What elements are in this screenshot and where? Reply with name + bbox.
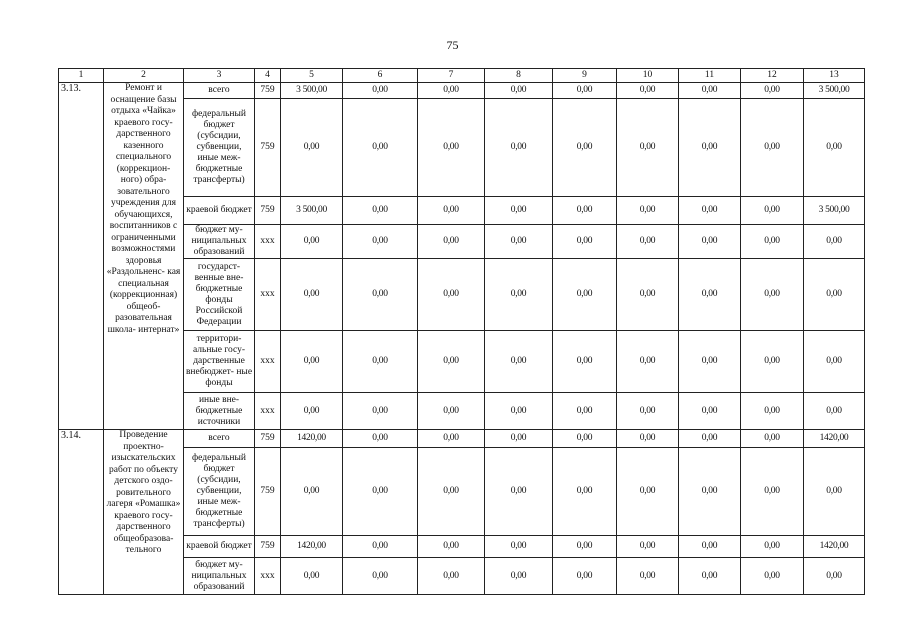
value-cell: 0,00 [553, 259, 617, 331]
value-cell: 0,00 [679, 225, 741, 259]
value-cell: 0,00 [679, 393, 741, 430]
value-cell: 0,00 [553, 83, 617, 99]
value-cell: 0,00 [679, 558, 741, 595]
item-name: Проведение проектно- изыскательских работ по объекту детского оздо- ровительного лагеря «Ромашка» краевого госу- дарственного общеобразова- тельного [104, 430, 184, 595]
funding-source: бюджет му- ниципальных образований [184, 225, 255, 259]
value-cell: 0,00 [485, 197, 553, 225]
value-cell: 0,00 [617, 448, 679, 536]
value-cell: 0,00 [485, 393, 553, 430]
value-cell: 0,00 [679, 259, 741, 331]
value-cell: 0,00 [553, 197, 617, 225]
column-header: 10 [617, 69, 679, 83]
value-cell: 0,00 [741, 558, 804, 595]
value-cell: 0,00 [485, 83, 553, 99]
table-row [59, 430, 865, 448]
value-cell: 0,00 [804, 331, 865, 393]
value-cell: 0,00 [741, 83, 804, 99]
column-header: 12 [741, 69, 804, 83]
value-cell: 0,00 [553, 393, 617, 430]
value-cell: 0,00 [679, 83, 741, 99]
value-cell: 0,00 [343, 259, 418, 331]
value-cell: 0,00 [343, 448, 418, 536]
column-header: 9 [553, 69, 617, 83]
value-cell: 0,00 [343, 331, 418, 393]
value-cell: 0,00 [741, 197, 804, 225]
value-cell: 0,00 [617, 197, 679, 225]
value-cell: 0,00 [343, 225, 418, 259]
column-header: 7 [418, 69, 485, 83]
value-cell: 0,00 [418, 99, 485, 197]
budget-code: 759 [255, 536, 281, 558]
budget-code: 759 [255, 430, 281, 448]
column-header: 1 [59, 69, 104, 83]
funding-source: государст- венные вне- бюджетные фонды Российской Федерации [184, 259, 255, 331]
value-cell: 1420,00 [804, 536, 865, 558]
column-header: 6 [343, 69, 418, 83]
value-cell: 0,00 [343, 83, 418, 99]
value-cell: 0,00 [281, 558, 343, 595]
funding-source: всего [184, 430, 255, 448]
value-cell: 0,00 [281, 99, 343, 197]
value-cell: 0,00 [281, 225, 343, 259]
column-header: 3 [184, 69, 255, 83]
value-cell: 3 500,00 [281, 197, 343, 225]
value-cell: 0,00 [553, 331, 617, 393]
value-cell: 0,00 [553, 536, 617, 558]
budget-code: 759 [255, 197, 281, 225]
column-header: 5 [281, 69, 343, 83]
budget-code: 759 [255, 83, 281, 99]
budget-code: xxx [255, 259, 281, 331]
value-cell: 0,00 [418, 331, 485, 393]
value-cell: 0,00 [343, 536, 418, 558]
value-cell: 0,00 [281, 448, 343, 536]
value-cell: 0,00 [617, 536, 679, 558]
value-cell: 0,00 [617, 83, 679, 99]
value-cell: 0,00 [485, 99, 553, 197]
value-cell: 0,00 [804, 225, 865, 259]
column-header: 4 [255, 69, 281, 83]
value-cell: 0,00 [617, 393, 679, 430]
funding-source: федеральный бюджет (субсидии, субвенции, иные меж- бюджетные трансферты) [184, 448, 255, 536]
funding-source: федеральный бюджет (субсидии, субвенции, иные меж- бюджетные трансферты) [184, 99, 255, 197]
value-cell: 0,00 [343, 393, 418, 430]
value-cell: 0,00 [617, 558, 679, 595]
funding-source: территори- альные госу- дарственные внебюджет- ные фонды [184, 331, 255, 393]
value-cell: 0,00 [485, 536, 553, 558]
value-cell: 0,00 [343, 430, 418, 448]
budget-code: xxx [255, 225, 281, 259]
value-cell: 0,00 [617, 331, 679, 393]
funding-source: бюджет му- ниципальных образований [184, 558, 255, 595]
value-cell: 0,00 [741, 259, 804, 331]
value-cell: 0,00 [741, 393, 804, 430]
value-cell: 0,00 [804, 99, 865, 197]
funding-source: иные вне- бюджетные источники [184, 393, 255, 430]
value-cell: 0,00 [741, 430, 804, 448]
value-cell: 0,00 [553, 558, 617, 595]
value-cell: 0,00 [617, 99, 679, 197]
value-cell: 0,00 [485, 430, 553, 448]
item-name: Ремонт и оснащение базы отдыха «Чайка» краевого госу- дарственного казенного специального (коррекцион- ного) обра- зовательного учреждения для обучающихся, воспитанников с ограниченными возможностями здоровья «Раздольненс- кая специальная (коррекционная) общеоб- разовательная школа- интернат» [104, 83, 184, 430]
value-cell: 0,00 [485, 331, 553, 393]
value-cell: 0,00 [281, 259, 343, 331]
table-row [59, 83, 865, 99]
value-cell: 0,00 [553, 225, 617, 259]
value-cell: 0,00 [418, 430, 485, 448]
value-cell: 0,00 [485, 225, 553, 259]
value-cell: 0,00 [418, 83, 485, 99]
funding-source: краевой бюджет [184, 197, 255, 225]
value-cell: 0,00 [418, 259, 485, 331]
value-cell: 0,00 [679, 430, 741, 448]
value-cell: 0,00 [741, 225, 804, 259]
budget-code: 759 [255, 448, 281, 536]
value-cell: 0,00 [343, 558, 418, 595]
value-cell: 0,00 [679, 536, 741, 558]
value-cell: 0,00 [679, 99, 741, 197]
value-cell: 0,00 [741, 536, 804, 558]
value-cell: 1420,00 [281, 536, 343, 558]
value-cell: 0,00 [553, 430, 617, 448]
value-cell: 0,00 [804, 558, 865, 595]
value-cell: 1420,00 [281, 430, 343, 448]
value-cell: 0,00 [485, 558, 553, 595]
value-cell: 0,00 [741, 331, 804, 393]
value-cell: 0,00 [418, 197, 485, 225]
column-header: 11 [679, 69, 741, 83]
column-header: 8 [485, 69, 553, 83]
value-cell: 0,00 [617, 430, 679, 448]
value-cell: 0,00 [804, 259, 865, 331]
funding-source: краевой бюджет [184, 536, 255, 558]
value-cell: 0,00 [741, 448, 804, 536]
value-cell: 3 500,00 [804, 197, 865, 225]
value-cell: 0,00 [343, 99, 418, 197]
value-cell: 1420,00 [804, 430, 865, 448]
item-number: 3.13. [59, 83, 104, 430]
budget-code: 759 [255, 99, 281, 197]
value-cell: 0,00 [343, 197, 418, 225]
budget-table [58, 68, 865, 595]
value-cell: 0,00 [553, 448, 617, 536]
value-cell: 0,00 [418, 393, 485, 430]
budget-code: xxx [255, 331, 281, 393]
budget-code: xxx [255, 558, 281, 595]
value-cell: 0,00 [679, 331, 741, 393]
value-cell: 0,00 [741, 99, 804, 197]
page-number: 75 [446, 38, 459, 52]
header-row [59, 69, 865, 83]
value-cell: 0,00 [679, 448, 741, 536]
value-cell: 0,00 [804, 393, 865, 430]
value-cell: 0,00 [281, 393, 343, 430]
value-cell: 3 500,00 [804, 83, 865, 99]
item-number: 3.14. [59, 430, 104, 595]
value-cell: 0,00 [553, 99, 617, 197]
value-cell: 0,00 [617, 225, 679, 259]
column-header: 13 [804, 69, 865, 83]
column-header: 2 [104, 69, 184, 83]
value-cell: 0,00 [804, 448, 865, 536]
value-cell: 0,00 [281, 331, 343, 393]
value-cell: 0,00 [485, 448, 553, 536]
value-cell: 3 500,00 [281, 83, 343, 99]
value-cell: 0,00 [418, 448, 485, 536]
value-cell: 0,00 [418, 558, 485, 595]
funding-source: всего [184, 83, 255, 99]
budget-code: xxx [255, 393, 281, 430]
value-cell: 0,00 [485, 259, 553, 331]
value-cell: 0,00 [679, 197, 741, 225]
value-cell: 0,00 [617, 259, 679, 331]
value-cell: 0,00 [418, 225, 485, 259]
value-cell: 0,00 [418, 536, 485, 558]
